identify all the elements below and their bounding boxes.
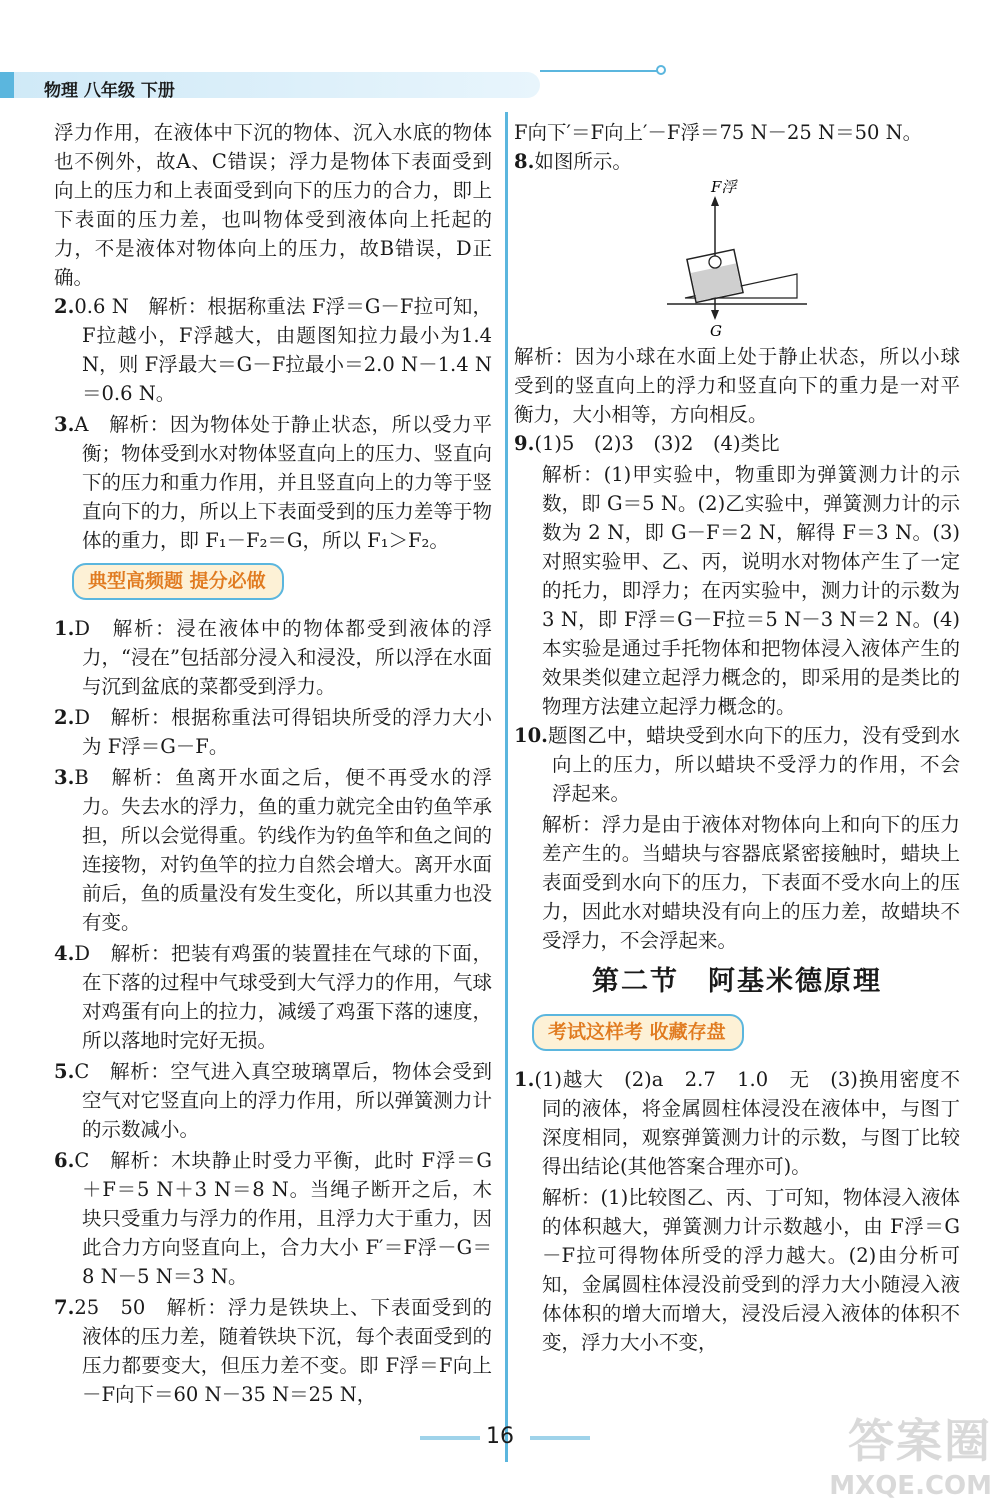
watermark-logo (829, 1405, 992, 1501)
item-number: 8. (514, 150, 535, 173)
item-text: B 解析：鱼离开水面之后，便不再受水的浮力。失去水的浮力，鱼的重力就完全由钓鱼竿承担，所以会觉得重。钓线作为钓鱼竿和鱼之间的连接物，对钓鱼竿的拉力自然会增大。离开水面前后，鱼的质量没有发生变化，所以其重力也没有变。 (74, 766, 492, 934)
item-number: 7. (54, 1296, 75, 1319)
right-column (514, 118, 960, 1357)
answer-item (54, 763, 492, 937)
column-divider (505, 112, 508, 1462)
item-number: 9. (514, 432, 535, 455)
page-header-title: 物理 八年级 下册 (44, 81, 175, 101)
item-text: D 解析：根据称重法可得铝块所受的浮力大小为 F浮＝G－F。 (74, 706, 492, 758)
item-number: 2. (54, 295, 75, 318)
continued-line: F向下′＝F向上′－F浮＝75 N－25 N＝50 N。 (514, 121, 923, 144)
buoyancy-label: F浮 (711, 178, 737, 196)
item-number: 1. (514, 1068, 535, 1091)
item-text: D 解析：浸在液体中的物体都受到液体的浮力，“浸在”包括部分浸入和浸没，所以浮在水面与沉到盆底的菜都受到浮力。 (74, 617, 492, 698)
item-text: (1)5 (2)3 (3)2 (4)类比 (534, 432, 780, 455)
watermark-bottom: MXQE.COM (829, 1471, 992, 1501)
item-number: 4. (54, 942, 75, 965)
item-number: 1. (54, 617, 75, 640)
down-arrowhead-icon (711, 310, 719, 320)
intro-paragraph: 浮力作用，在液体中下沉的物体、沉入水底的物体也不例外，故A、C错误；浮力是物体下表面受到向上的压力和上表面受到向下的压力的合力，即上下表面的压力差，也叫物体受到液体向上托起的力，不是液体对物体向上的压力，故B错误，D正确。 (54, 121, 492, 289)
item-text: C 解析：空气进入真空玻璃罩后，物体会受到空气对它竖直向上的浮力作用，所以弹簧测力计的示数减小。 (74, 1060, 492, 1141)
answer-item (514, 147, 960, 176)
item-text: (1)越大 (2)a 2.7 1.0 无 (3)换用密度不同的液体，将金属圆柱体浸没在液体中，与图丁深度相同，观察弹簧测力计的示数，与图丁比较得出结论(其他答案合理亦可)。 (534, 1068, 960, 1178)
answer-item (54, 1057, 492, 1144)
item-text: 25 50 解析：浮力是铁块上、下表面受到的液体的压力差，随着铁块下沉，每个表面受到的压力都要变大，但压力差不变。即 F浮＝F向上－F向下＝60 N－35 N＝25 N， (74, 1296, 492, 1406)
item-number: 10. (514, 724, 548, 747)
answer-item (514, 721, 960, 808)
analysis-paragraph: 解析：(1)比较图乙、丙、丁可知，物体浸入液体的体积越大，弹簧测力计示数越小，由 F浮＝G－F拉可得物体所受的浮力越大。(2)由分析可知，金属圆柱体浸没前受到的浮力大小随浸入液体体积的增大而增大，浸没后浸入液体的体积不变，浮力大小不变， (542, 1186, 960, 1354)
answer-item (54, 939, 492, 1055)
item-number: 5. (54, 1060, 75, 1083)
answer-item (514, 1065, 960, 1181)
analysis-paragraph: 解析：浮力是由于液体对物体向上和向下的压力差产生的。当蜡块与容器底紧密接触时，蜡块上表面受到水向下的压力，下表面不受水向上的压力，因此水对蜡块没有向上的压力差，故蜡块不受浮力，不会浮起来。 (542, 813, 960, 952)
item-number: 3. (54, 766, 75, 789)
item-text: C 解析：木块静止时受力平衡，此时 F浮＝G＋F＝5 N＋3 N＝8 N。当绳子断开之后，木块只受重力与浮力的作用，且浮力大于重力，因此合力方向竖直向上，合力大小 F′＝F浮－G＝8 N－5 N＝3 N。 (74, 1149, 492, 1288)
header-dot-icon (656, 65, 666, 75)
gravity-label: G (710, 322, 722, 338)
left-column (54, 118, 492, 1411)
item-number: 6. (54, 1149, 75, 1172)
item-text: 题图乙中，蜡块受到水向下的压力，没有受到水向上的压力，所以蜡块不受浮力的作用，不会浮起来。 (547, 724, 960, 805)
answer-list (54, 614, 492, 1409)
item-text: D 解析：把装有鸡蛋的装置挂在气球的下面，在下落的过程中气球受到大气浮力的作用，气球对鸡蛋有向上的拉力，减缓了鸡蛋下落的速度，所以落地时完好无损。 (74, 942, 492, 1052)
section-banner: 考试这样考 收藏存盘 (532, 1014, 744, 1051)
item-number: 2. (54, 706, 75, 729)
header-accent (0, 72, 14, 98)
answer-item (54, 292, 492, 408)
page-number: 16 (486, 1424, 514, 1449)
answer-item (54, 703, 492, 761)
answer-item (54, 410, 492, 555)
force-diagram (657, 178, 817, 338)
analysis-paragraph: 解析：(1)甲实验中，物重即为弹簧测力计的示数，即 G＝5 N。(2)乙实验中，弹簧测力计的示数为 2 N，即 G－F＝2 N，解得 F＝3 N。(3)对照实验甲、乙、丙，说明水对物体产生了一定的托力，即浮力；在丙实验中，测力计的示数为 3 N，即 F浮＝G－F拉＝5 N－3 N＝2 N。(4)本实验是通过手托物体和把物体浸入液体产生的效果类似建立起浮力概念的，即采用的是类比的物理方法建立起浮力概念的。 (542, 463, 960, 718)
ball (709, 256, 721, 268)
item-text: 如图所示。 (534, 150, 632, 173)
answer-item (514, 429, 960, 458)
item-text: 0.6 N 解析：根据称重法 F浮＝G－F拉可知，F拉越小，F浮越大，由题图知拉力最小为1.4 N，则 F浮最大＝G－F拉最小＝2.0 N－1.4 N＝0.6 N。 (74, 295, 492, 405)
up-arrowhead-icon (711, 196, 719, 206)
section-banner: 典型高频题 提分必做 (72, 563, 284, 600)
header-rule (540, 70, 660, 72)
item-text: A 解析：因为物体处于静止状态，所以受力平衡；物体受到水对物体竖直向上的压力、竖直向下的压力和重力作用，并且竖直向上的力等于竖直向下的力，所以上下表面受到的压力差等于物体的重力，即 F₁－F₂＝G，所以 F₁＞F₂。 (74, 413, 492, 552)
answer-item (54, 614, 492, 701)
section-title: 第二节 阿基米德原理 (592, 966, 882, 997)
analysis-paragraph: 解析：因为小球在水面上处于静止状态，所以小球受到的竖直向上的浮力和竖直向下的重力是一对平衡力，大小相等，方向相反。 (514, 345, 960, 426)
watermark-top: 答案圈 (848, 1414, 992, 1468)
answer-item (54, 1293, 492, 1409)
answer-item (54, 1146, 492, 1291)
item-number: 3. (54, 413, 75, 436)
